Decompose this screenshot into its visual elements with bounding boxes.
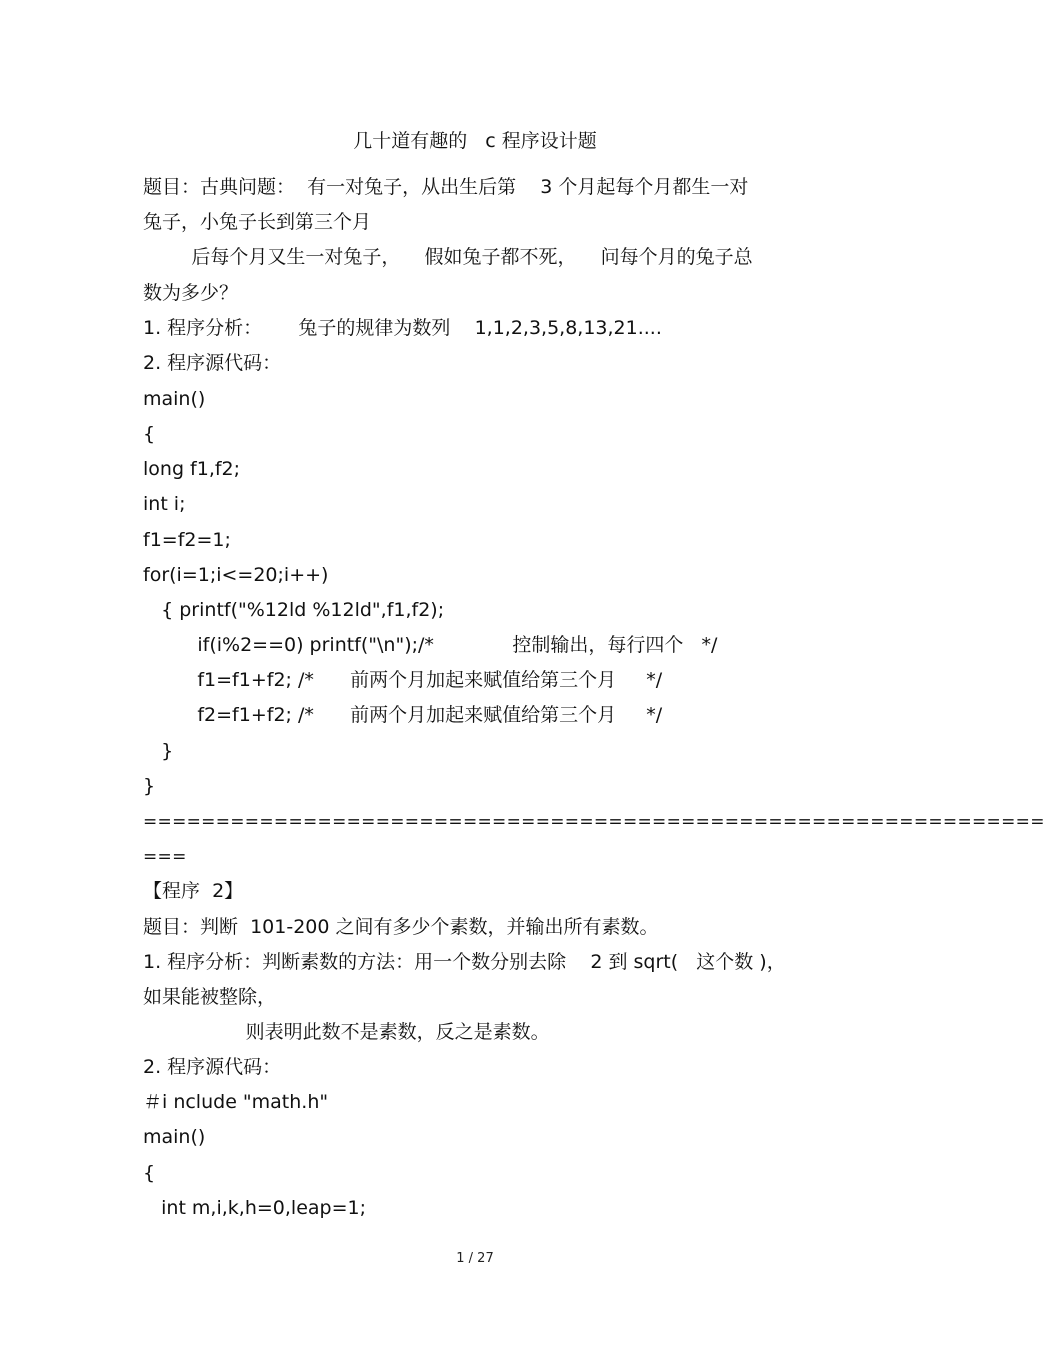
- code-line: {: [143, 1162, 156, 1184]
- document-title: 几十道有趣的 c 程序设计题: [353, 130, 597, 152]
- code-line: int m,i,k,h=0,leap=1;: [143, 1197, 367, 1219]
- code-line: f1=f1+f2; /* 前两个月加起来赋值给第三个月 */: [143, 669, 663, 691]
- text-line: 1. 程序分析：判断素数的方法：用一个数分别去除 2 到 sqrt( 这个数 )，: [143, 951, 786, 973]
- text-line: 如果能被整除，: [143, 986, 277, 1008]
- text-line: 则表明此数不是素数，反之是素数。: [143, 1021, 550, 1043]
- text-line: 数为多少？: [143, 282, 239, 304]
- code-line: main(): [143, 388, 206, 410]
- code-line: f2=f1+f2; /* 前两个月加起来赋值给第三个月 */: [143, 704, 663, 726]
- text-line: 题目：古典问题： 有一对兔子，从出生后第 3 个月起每个月都生一对: [143, 176, 749, 198]
- code-line: ＃i nclude "math.h": [143, 1091, 329, 1113]
- section-heading: 【程序 2】: [143, 880, 244, 902]
- code-line: int i;: [143, 493, 186, 515]
- code-line: }: [143, 775, 156, 797]
- code-line: f1=f2=1;: [143, 529, 231, 551]
- code-line: }: [143, 740, 174, 762]
- page-number: 1 / 27: [456, 1251, 494, 1266]
- code-line: { printf("%12ld %12ld",f1,f2);: [143, 599, 445, 621]
- text-line: 后每个月又生一对兔子， 假如兔子都不死， 问每个月的兔子总: [143, 246, 753, 268]
- text-line: 题目：判断 101-200 之间有多少个素数，并输出所有素数。: [143, 916, 659, 938]
- separator-line: ==============================================================: [143, 812, 1045, 832]
- code-line: if(i%2==0) printf("\n");/* 控制输出，每行四个 */: [143, 634, 718, 656]
- text-line: 1. 程序分析： 兔子的规律为数列 1,1,2,3,5,8,13,21....: [143, 317, 662, 339]
- code-line: {: [143, 423, 156, 445]
- text-line: 兔子，小兔子长到第三个月: [143, 211, 372, 233]
- separator-line: ===: [143, 847, 187, 867]
- code-line: for(i=1;i<=20;i++): [143, 564, 329, 586]
- code-line: main(): [143, 1126, 206, 1148]
- text-line: 2. 程序源代码：: [143, 352, 282, 374]
- text-line: 2. 程序源代码：: [143, 1056, 282, 1078]
- code-line: long f1,f2;: [143, 458, 241, 480]
